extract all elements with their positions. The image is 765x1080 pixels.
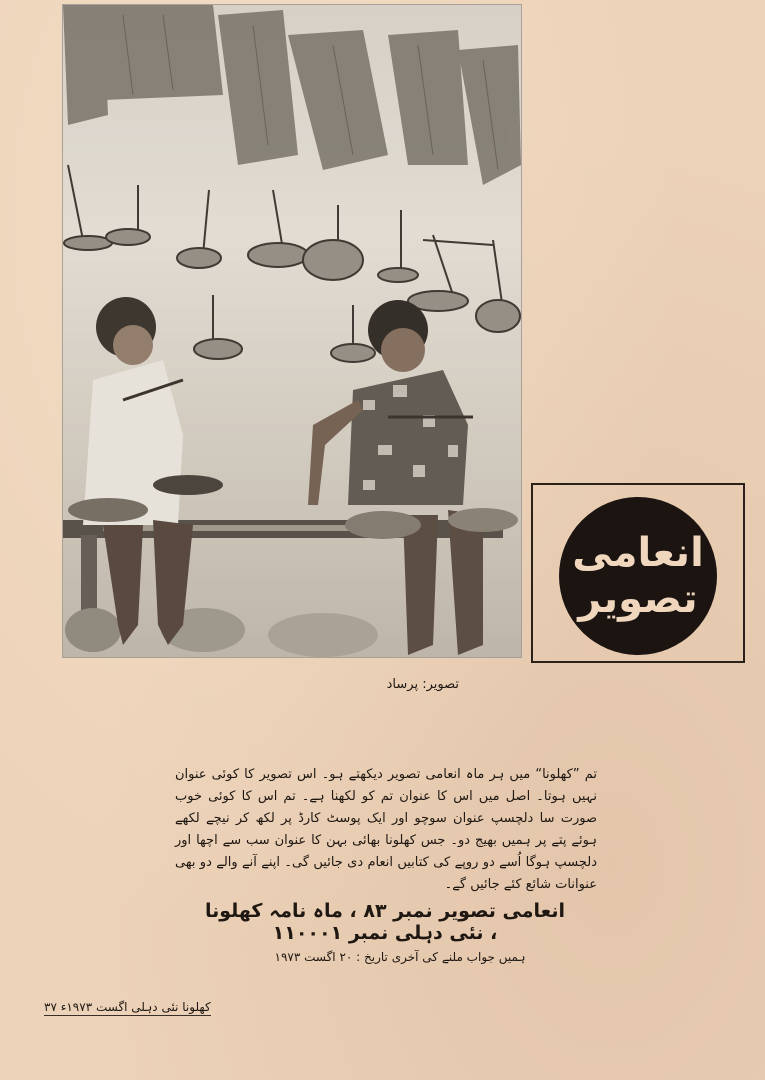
page-footer-reference: کھلونا نئی دہلی اگست ۱۹۷۳ء ۳۷ — [44, 1000, 211, 1014]
prize-picture-emblem-frame — [531, 483, 745, 663]
photo-credit: تصویر: پرساد — [386, 677, 459, 692]
mailing-address: انعامی تصویر نمبر ۸۳ ، ماہ نامہ کھلونا ، نئی دہلی نمبر ۱۱۰۰۰۱ — [204, 900, 566, 944]
emblem-title-line1: انعامی — [572, 530, 704, 576]
prize-picture-emblem — [559, 497, 717, 655]
contest-photo — [63, 5, 521, 657]
deadline-note: ہمیں جواب ملنے کی آخری تاریخ : ۲۰ اگست ۱۹۷۳ — [274, 950, 526, 964]
contest-instructions: تم ”کھلونا“ میں ہر ماہ انعامی تصویر دیکھتے ہو۔ اس تصویر کا کوئی عنوان نہیں ہوتا۔ اصل میں اس کا عنوان تم کو لکھنا ہے۔ تم اس کا کوئی خوب صورت سا دلچسپ عنوان سوچو اور ایک پوسٹ کارڈ پر لکھ کر نیچے لکھے ہوئے پتے پر ہمیں بھیج دو۔ جس کھلونا بھائی بہن کا عنوان سب سے اچھا اور دلچسپ ہوگا اُسے دو روپے کی کتابیں انعام دی جائیں گی۔ اپنے آنے والے دو بھی عنوانات شائع کئے جائیں گے۔ — [175, 767, 597, 892]
emblem-title-line2: تصویر — [578, 576, 698, 622]
